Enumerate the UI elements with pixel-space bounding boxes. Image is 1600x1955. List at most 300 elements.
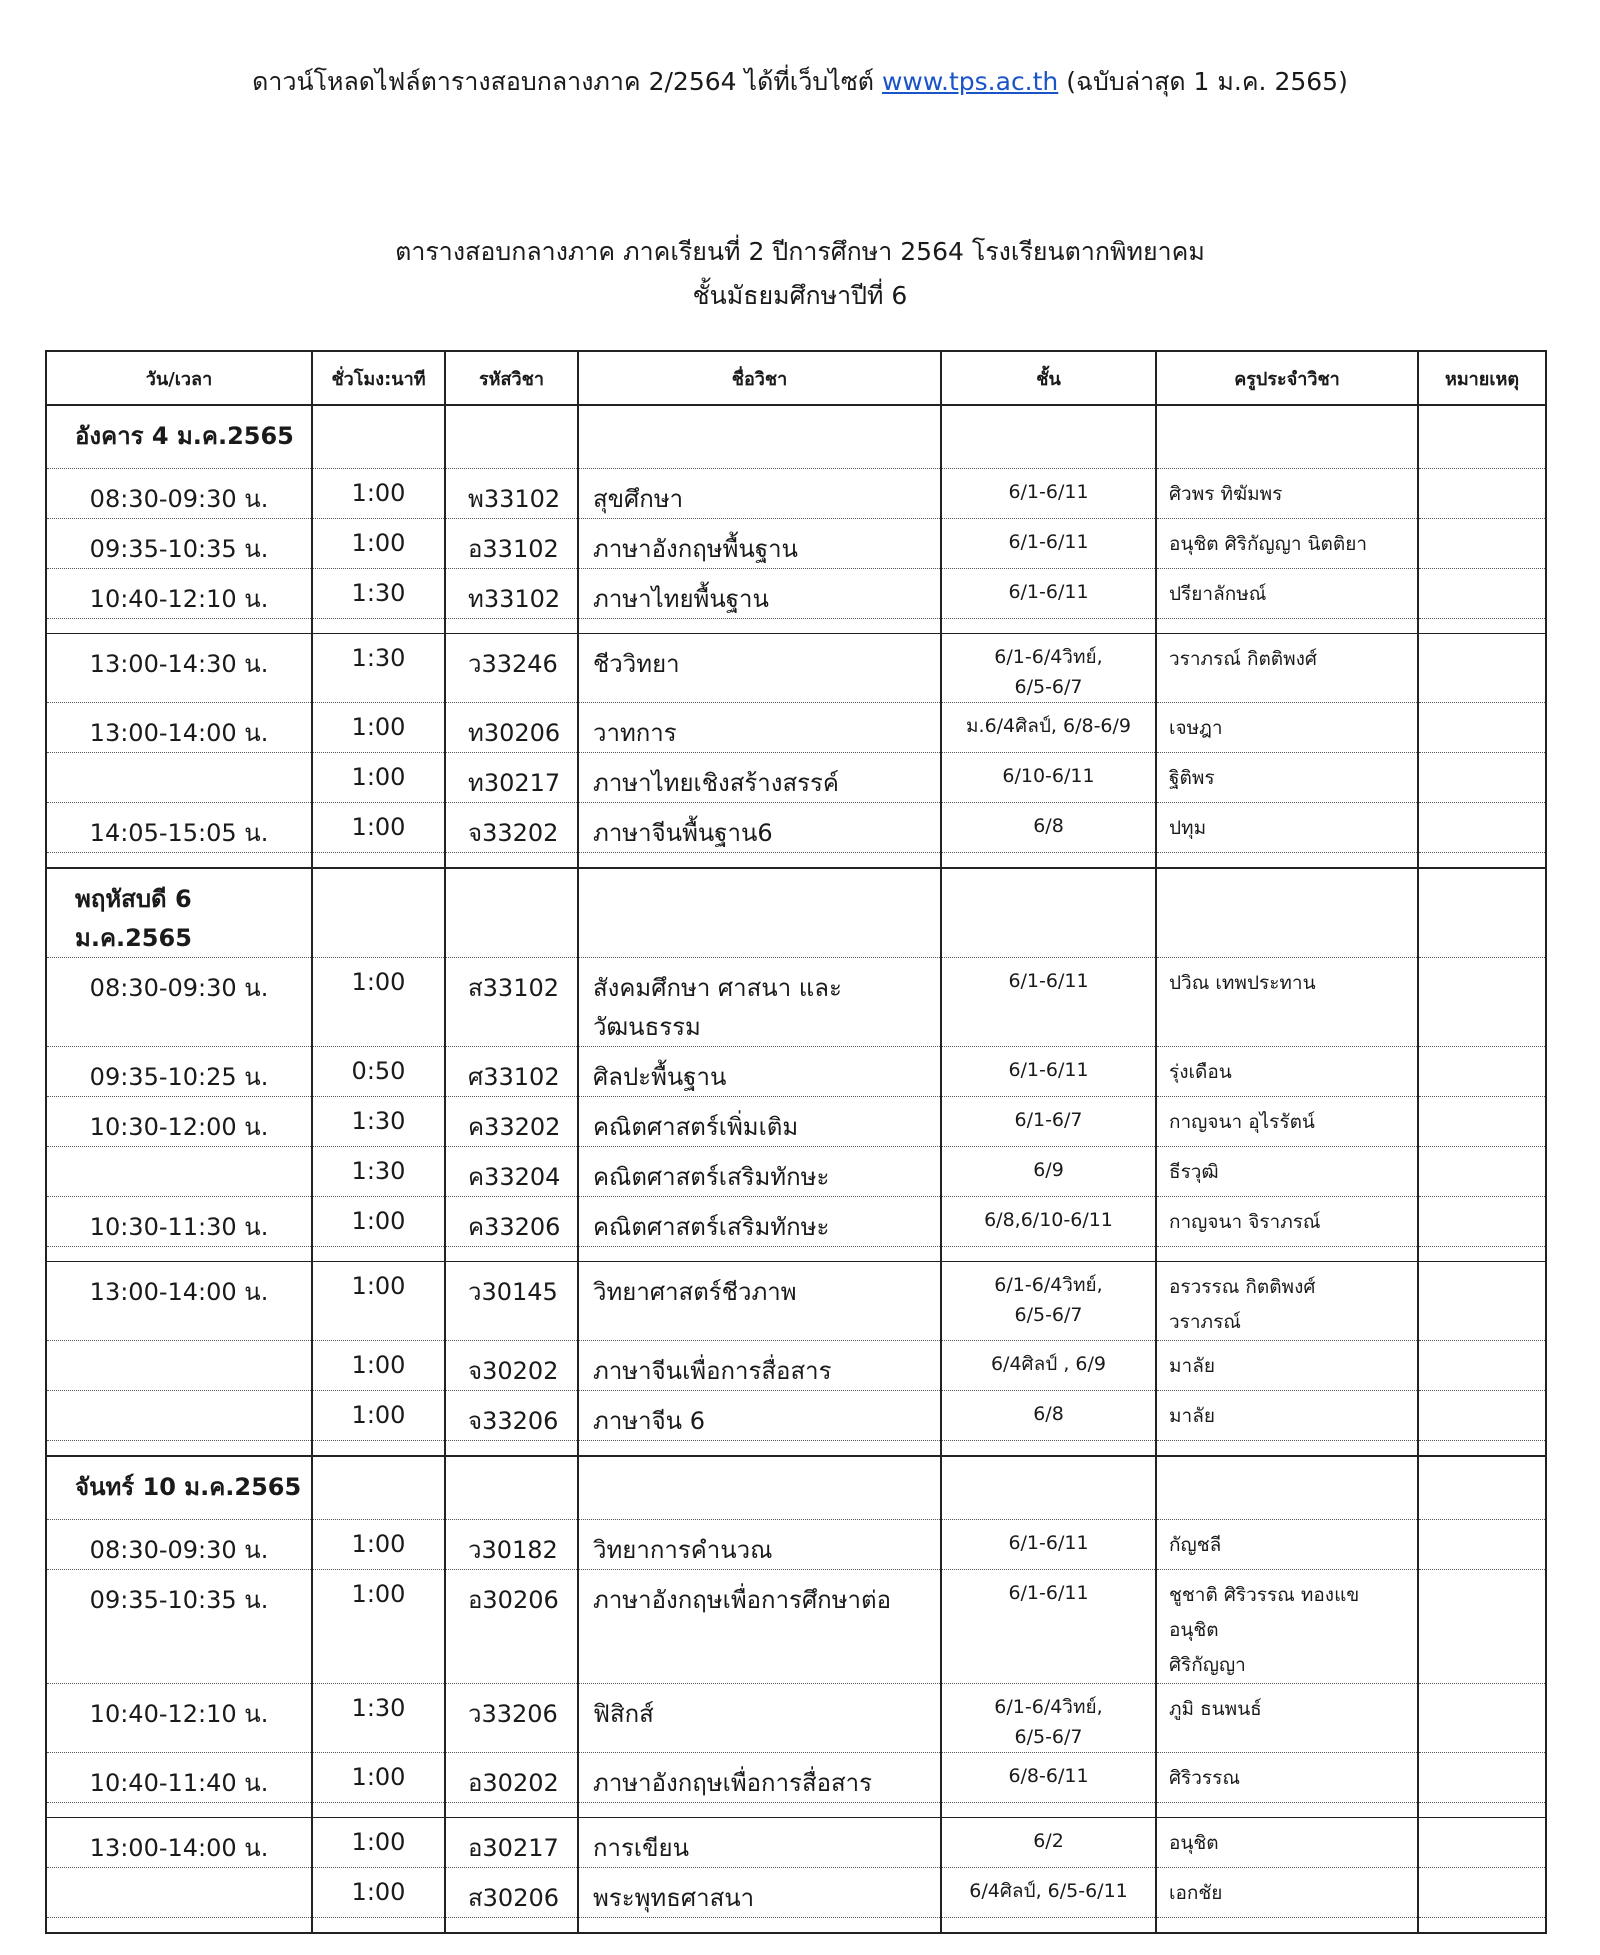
spacer-cell [46,619,312,634]
exam-time: 10:30-11:30 น. [46,1197,312,1247]
empty-cell [578,868,941,958]
teacher-list [1156,1520,1418,1570]
exam-time: 10:40-12:10 น. [46,569,312,619]
subject-name: คณิตศาสตร์เสริมทักษะ [578,1147,941,1197]
subject-code: อ30217 [445,1818,578,1868]
remarks-cell [1418,753,1546,803]
remarks-cell [1418,1818,1546,1868]
spacer-cell [1156,1918,1418,1934]
teacher-line: อนุชิต [1169,1832,1219,1854]
teacher-list [1156,958,1418,1047]
subject-code: จ33206 [445,1391,578,1441]
exam-time: 10:40-12:10 น. [46,1684,312,1753]
class-line: 6/1-6/11 [1008,531,1089,553]
class-list [941,1097,1156,1147]
empty-cell [312,868,445,958]
spacer-cell [1418,1918,1546,1934]
class-list [941,1262,1156,1341]
exam-duration: 1:00 [312,1391,445,1441]
table-row [46,703,1546,753]
spacer-cell [445,1441,578,1457]
exam-duration: 1:00 [312,703,445,753]
empty-cell [1156,405,1418,469]
teacher-line: ปทุม [1169,817,1207,839]
table-row [46,1868,1546,1918]
spacer-cell [1156,1247,1418,1262]
remarks-cell [1418,1097,1546,1147]
subject-name: พระพุทธศาสนา [578,1868,941,1918]
class-list [941,1147,1156,1197]
remarks-cell [1418,1868,1546,1918]
class-line: 6/1-6/11 [1008,970,1089,992]
teacher-list [1156,1097,1418,1147]
notice-suffix: (ฉบับล่าสุด 1 ม.ค. 2565) [1058,67,1348,96]
empty-cell [1156,868,1418,958]
remarks-cell [1418,1753,1546,1803]
subject-code: ศ33102 [445,1047,578,1097]
class-line: 6/8 [1033,1403,1064,1425]
teacher-line: ปรียาลักษณ์ [1169,583,1267,605]
empty-cell [1418,1456,1546,1520]
class-line: 6/1-6/11 [1008,1059,1089,1081]
spacer-cell [46,1247,312,1262]
table-row [46,469,1546,519]
exam-time: 14:05-15:05 น. [46,803,312,853]
teacher-list [1156,1818,1418,1868]
exam-time [46,1868,312,1918]
empty-cell [1418,868,1546,958]
teacher-line: มาลัย [1169,1405,1215,1427]
empty-cell [941,1456,1156,1520]
class-list [941,1391,1156,1441]
spacer-cell [312,619,445,634]
remarks-cell [1418,958,1546,1047]
exam-duration: 1:00 [312,958,445,1047]
class-line: 6/1-6/11 [1008,1582,1089,1604]
exam-duration: 1:00 [312,1868,445,1918]
exam-time: 10:30-12:00 น. [46,1097,312,1147]
spacer-cell [578,1803,941,1818]
table-row [46,519,1546,569]
remarks-cell [1418,1147,1546,1197]
exam-time: 08:30-09:30 น. [46,1520,312,1570]
exam-duration: 1:00 [312,1753,445,1803]
exam-time: 10:40-11:40 น. [46,1753,312,1803]
remarks-cell [1418,469,1546,519]
title-line-2: ชั้นมัธยมศึกษาปีที่ 6 [692,281,908,310]
remarks-cell [1418,634,1546,703]
subject-code: ว30145 [445,1262,578,1341]
spacer-row [46,1803,1546,1818]
teacher-line: เอกชัย [1169,1882,1223,1904]
teacher-line: ศิวพร ทิฆัมพร [1169,483,1283,505]
class-list [941,1818,1156,1868]
teacher-line: เจษฎา [1169,717,1223,739]
exam-time: 13:00-14:00 น. [46,1818,312,1868]
subject-name: คณิตศาสตร์เพิ่มเติม [578,1097,941,1147]
header-duration: ชั่วโมง:นาที [312,351,445,405]
spacer-cell [1156,1803,1418,1818]
subject-name: ฟิสิกส์ [578,1684,941,1753]
spacer-row [46,1441,1546,1457]
teacher-line: ศิริวรรณ [1169,1767,1240,1789]
exam-duration: 1:00 [312,803,445,853]
exam-duration: 0:50 [312,1047,445,1097]
exam-time [46,753,312,803]
subject-code: ค33204 [445,1147,578,1197]
table-row [46,1197,1546,1247]
exam-duration: 1:00 [312,1197,445,1247]
subject-code: อ30202 [445,1753,578,1803]
class-list [941,1868,1156,1918]
spacer-cell [941,853,1156,869]
subject-code: ส30206 [445,1868,578,1918]
empty-cell [445,405,578,469]
header-remarks: หมายเหตุ [1418,351,1546,405]
subject-code: ท30217 [445,753,578,803]
class-line: 6/4ศิลป์ , 6/9 [990,1353,1107,1375]
exam-duration: 1:00 [312,1818,445,1868]
spacer-cell [1418,853,1546,869]
subject-name: วิทยาการคำนวณ [578,1520,941,1570]
teacher-list [1156,1197,1418,1247]
table-row [46,634,1546,703]
spacer-cell [578,1441,941,1457]
teacher-line: วราภรณ์ กิตติพงศ์ [1169,648,1317,670]
teacher-list [1156,569,1418,619]
spacer-cell [46,1803,312,1818]
spacer-cell [46,1441,312,1457]
teacher-line: ศิริกัญญา [1169,1654,1246,1676]
subject-name: ชีววิทยา [578,634,941,703]
spacer-cell [941,1247,1156,1262]
empty-cell [1418,405,1546,469]
title-line-1: ตารางสอบกลางภาค ภาคเรียนที่ 2 ปีการศึกษา 2564 โรงเรียนตากพิทยาคม [395,237,1205,266]
subject-code: อ30206 [445,1570,578,1684]
subject-code: จ30202 [445,1341,578,1391]
day-name: จันทร์ 10 ม.ค.2565 [46,1456,312,1520]
table-row [46,1047,1546,1097]
remarks-cell [1418,1341,1546,1391]
teacher-list [1156,1391,1418,1441]
table-row [46,1818,1546,1868]
subject-code: พ33102 [445,469,578,519]
spacer-cell [1418,1441,1546,1457]
spacer-cell [312,1918,445,1934]
remarks-cell [1418,1684,1546,1753]
class-line: 6/1-6/11 [1008,581,1089,603]
subject-code: ท33102 [445,569,578,619]
class-list [941,703,1156,753]
page-title [0,230,1600,318]
teacher-list [1156,753,1418,803]
class-line: ม.6/4ศิลป์, 6/8-6/9 [966,715,1131,737]
exam-duration: 1:00 [312,519,445,569]
spacer-cell [941,1803,1156,1818]
spacer-cell [1418,1247,1546,1262]
subject-name: วิทยาศาสตร์ชีวภาพ [578,1262,941,1341]
exam-time: 13:00-14:00 น. [46,703,312,753]
exam-time: 09:35-10:35 น. [46,519,312,569]
subject-name: ภาษาไทยเชิงสร้างสรรค์ [578,753,941,803]
class-list [941,1753,1156,1803]
class-list [941,803,1156,853]
spacer-cell [578,1247,941,1262]
teacher-line: ชูชาติ ศิริวรรณ ทองแข [1169,1584,1360,1606]
download-notice [0,62,1600,102]
day-row [46,1456,1546,1520]
spacer-cell [445,619,578,634]
header-teacher: ครูประจำวิชา [1156,351,1418,405]
class-list [941,1520,1156,1570]
teacher-line: กัญชลี [1169,1534,1222,1556]
table-row [46,958,1546,1047]
table-row [46,569,1546,619]
day-name: อังคาร 4 ม.ค.2565 [46,405,312,469]
class-line: 6/8-6/11 [1008,1765,1089,1787]
teacher-line: มาลัย [1169,1355,1215,1377]
spacer-cell [312,1247,445,1262]
exam-duration: 1:00 [312,1341,445,1391]
exam-schedule-table [45,350,1547,1934]
class-line: 6/2 [1033,1830,1064,1852]
day-row [46,868,1546,958]
exam-duration: 1:30 [312,1097,445,1147]
spacer-cell [578,853,941,869]
spacer-cell [1156,853,1418,869]
class-list [941,958,1156,1047]
empty-cell [445,868,578,958]
exam-time: 08:30-09:30 น. [46,469,312,519]
day-row [46,405,1546,469]
remarks-cell [1418,1262,1546,1341]
table-row [46,1097,1546,1147]
empty-cell [312,405,445,469]
exam-duration: 1:30 [312,1684,445,1753]
spacer-row [46,619,1546,634]
exam-time: 08:30-09:30 น. [46,958,312,1047]
spacer-cell [445,853,578,869]
table-row [46,1147,1546,1197]
teacher-list [1156,1147,1418,1197]
spacer-cell [1418,619,1546,634]
empty-cell [941,405,1156,469]
subject-code: ค33202 [445,1097,578,1147]
spacer-cell [941,619,1156,634]
class-line: 6/8 [1033,815,1064,837]
teacher-list [1156,703,1418,753]
spacer-cell [312,1441,445,1457]
teacher-list [1156,1684,1418,1753]
class-list [941,753,1156,803]
table-row [46,1341,1546,1391]
spacer-cell [445,1918,578,1934]
teacher-line: กาญจนา อุไรรัตน์ [1169,1111,1315,1133]
spacer-cell [578,619,941,634]
remarks-cell [1418,519,1546,569]
notice-prefix: ดาวน์โหลดไฟล์ตารางสอบกลางภาค 2/2564 ได้ที่เว็บไซต์ [252,67,882,96]
subject-name: ภาษาจีนเพื่อการสื่อสาร [578,1341,941,1391]
spacer-cell [578,1918,941,1934]
class-line: 6/1-6/4วิทย์, [994,1696,1103,1718]
day-name: พฤหัสบดี 6 ม.ค.2565 [46,868,312,958]
class-list [941,1684,1156,1753]
teacher-line: อนุชิต ศิริกัญญา นิตติยา [1169,533,1367,555]
remarks-cell [1418,1520,1546,1570]
spacer-cell [46,1918,312,1934]
subject-name: สังคมศึกษา ศาสนา และวัฒนธรรม [578,958,941,1047]
class-line: 6/1-6/4วิทย์, [994,646,1103,668]
empty-cell [1156,1456,1418,1520]
teacher-line: ภูมิ ธนพนธ์ [1169,1698,1262,1720]
subject-name: ภาษาไทยพื้นฐาน [578,569,941,619]
spacer-cell [445,1803,578,1818]
exam-duration: 1:00 [312,1262,445,1341]
header-subject-code: รหัสวิชา [445,351,578,405]
remarks-cell [1418,569,1546,619]
exam-duration: 1:30 [312,1147,445,1197]
table-row [46,1684,1546,1753]
subject-name: ภาษาจีนพื้นฐาน6 [578,803,941,853]
exam-time: 09:35-10:25 น. [46,1047,312,1097]
class-line: 6/9 [1033,1159,1064,1181]
class-line: 6/1-6/11 [1008,1532,1089,1554]
exam-duration: 1:30 [312,634,445,703]
subject-code: จ33202 [445,803,578,853]
teacher-line: วราภรณ์ [1169,1311,1241,1333]
teacher-list [1156,1047,1418,1097]
class-list [941,1197,1156,1247]
subject-name: การเขียน [578,1818,941,1868]
subject-name: คณิตศาสตร์เสริมทักษะ [578,1197,941,1247]
subject-name: วาทการ [578,703,941,753]
spacer-cell [445,1247,578,1262]
subject-code: ว33206 [445,1684,578,1753]
header-class: ชั้น [941,351,1156,405]
class-list [941,1341,1156,1391]
teacher-list [1156,519,1418,569]
class-line: 6/1-6/4วิทย์, [994,1274,1103,1296]
teacher-line: อรวรรณ กิตติพงศ์ [1169,1276,1316,1298]
subject-name: ศิลปะพื้นฐาน [578,1047,941,1097]
remarks-cell [1418,703,1546,753]
exam-time [46,1147,312,1197]
class-list [941,519,1156,569]
exam-duration: 1:00 [312,1570,445,1684]
subject-name: ภาษาอังกฤษพื้นฐาน [578,519,941,569]
table-row [46,753,1546,803]
class-line: 6/1-6/7 [1014,1109,1083,1131]
teacher-list [1156,803,1418,853]
teacher-line: ฐิติพร [1169,767,1215,789]
class-line: 6/8,6/10-6/11 [984,1209,1113,1231]
exam-time: 13:00-14:00 น. [46,1262,312,1341]
teacher-line: กาญจนา จิราภรณ์ [1169,1211,1321,1233]
spacer-cell [1156,619,1418,634]
class-line: 6/1-6/11 [1008,481,1089,503]
class-list [941,1570,1156,1684]
table-row [46,1262,1546,1341]
remarks-cell [1418,1391,1546,1441]
teacher-list [1156,1868,1418,1918]
class-list [941,569,1156,619]
spacer-cell [312,853,445,869]
class-line: 6/5-6/7 [1014,676,1083,698]
subject-name: ภาษาอังกฤษเพื่อการศึกษาต่อ [578,1570,941,1684]
table-row [46,1391,1546,1441]
remarks-cell [1418,803,1546,853]
spacer-cell [941,1918,1156,1934]
exam-time: 09:35-10:35 น. [46,1570,312,1684]
spacer-cell [46,853,312,869]
header-subject-name: ชื่อวิชา [578,351,941,405]
teacher-list [1156,469,1418,519]
class-line: 6/5-6/7 [1014,1304,1083,1326]
table-row [46,1570,1546,1684]
teacher-line: ธีรวุฒิ [1169,1161,1219,1183]
exam-duration: 1:30 [312,569,445,619]
table-row [46,1520,1546,1570]
exam-duration: 1:00 [312,753,445,803]
empty-cell [578,1456,941,1520]
teacher-list [1156,1341,1418,1391]
spacer-row [46,1918,1546,1934]
class-list [941,1047,1156,1097]
exam-time: 13:00-14:30 น. [46,634,312,703]
spacer-row [46,1247,1546,1262]
empty-cell [578,405,941,469]
subject-name: ภาษาจีน 6 [578,1391,941,1441]
subject-name: ภาษาอังกฤษเพื่อการสื่อสาร [578,1753,941,1803]
teacher-list [1156,634,1418,703]
teacher-list [1156,1262,1418,1341]
teacher-list [1156,1570,1418,1684]
empty-cell [445,1456,578,1520]
exam-time [46,1341,312,1391]
spacer-cell [1156,1441,1418,1457]
class-list [941,634,1156,703]
teacher-list [1156,1753,1418,1803]
subject-code: ว33246 [445,634,578,703]
remarks-cell [1418,1197,1546,1247]
table-row [46,803,1546,853]
remarks-cell [1418,1047,1546,1097]
exam-duration: 1:00 [312,469,445,519]
teacher-line: ปวิณ เทพประทาน [1169,972,1316,994]
subject-code: ว30182 [445,1520,578,1570]
class-line: 6/4ศิลป์, 6/5-6/11 [969,1880,1128,1902]
spacer-cell [1418,1803,1546,1818]
empty-cell [941,868,1156,958]
empty-cell [312,1456,445,1520]
exam-duration: 1:00 [312,1520,445,1570]
remarks-cell [1418,1570,1546,1684]
website-link[interactable]: www.tps.ac.th [881,67,1059,96]
class-line: 6/10-6/11 [1002,765,1095,787]
spacer-cell [941,1441,1156,1457]
class-list [941,469,1156,519]
subject-name: สุขศึกษา [578,469,941,519]
spacer-row [46,853,1546,869]
header-row [46,351,1546,405]
header-date-time: วัน/เวลา [46,351,312,405]
subject-code: อ33102 [445,519,578,569]
teacher-line: อนุชิต [1169,1619,1219,1641]
spacer-cell [312,1803,445,1818]
subject-code: ค33206 [445,1197,578,1247]
table-row [46,1753,1546,1803]
subject-code: ท30206 [445,703,578,753]
